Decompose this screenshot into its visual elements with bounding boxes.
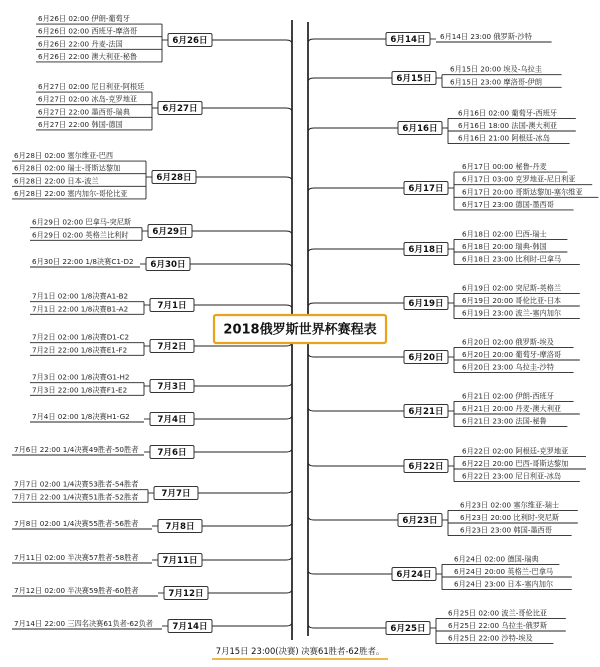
right-date-group — [392, 65, 562, 88]
branch-connector — [194, 305, 292, 309]
left-date-group — [30, 412, 194, 426]
date-label: 7月6日 — [157, 448, 187, 459]
match-item: 6月27日 22:00 墨西哥-瑞典 — [38, 107, 130, 117]
right-date-group — [404, 162, 598, 210]
match-item: 7月1日 02:00 1/8决赛A1-B2 — [32, 291, 129, 301]
branch-connector — [194, 415, 292, 419]
date-label: 6月18日 — [408, 245, 444, 256]
final-node — [212, 646, 388, 659]
match-item: 7月2日 22:00 1/8决赛E1-F2 — [32, 345, 128, 355]
match-item: 6月21日 02:00 伊朗-西班牙 — [462, 391, 554, 401]
match-item: 7月4日 02:00 1/8决赛H1-G2 — [32, 412, 130, 421]
date-label: 6月25日 — [390, 624, 426, 635]
match-item: 7月7日 22:00 1/4决赛51胜者-52胜者 — [14, 492, 139, 502]
left-date-group — [36, 14, 212, 62]
branch-connector — [190, 264, 292, 268]
date-label: 6月20日 — [408, 353, 444, 364]
match-item: 6月17日 23:00 德国-墨西哥 — [462, 199, 554, 209]
date-label: 6月28日 — [156, 173, 192, 184]
branch-connector — [308, 128, 398, 132]
date-label: 7月11日 — [162, 556, 198, 567]
match-item: 6月18日 23:00 比利时-巴拿马 — [462, 254, 562, 264]
date-label: 6月16日 — [402, 124, 438, 135]
branch-connector — [308, 624, 386, 628]
branch-connector — [192, 231, 292, 235]
match-item: 6月30日 22:00 1/8决赛C1-D2 — [32, 257, 134, 266]
match-item: 6月26日 22:00 澳大利亚-秘鲁 — [38, 51, 138, 61]
match-item: 6月23日 20:00 比利时-突尼斯 — [460, 513, 560, 522]
match-item: 6月21日 20:00 丹麦-澳大利亚 — [462, 404, 562, 413]
right-date-group — [404, 337, 580, 372]
date-label: 6月30日 — [150, 260, 186, 271]
match-item: 7月3日 22:00 1/8决赛F1-E2 — [32, 385, 128, 395]
date-label: 6月21日 — [408, 407, 444, 418]
right-date-group — [386, 32, 552, 46]
match-item: 6月27日 02:00 尼日利亚-阿根廷 — [38, 82, 145, 92]
match-item: 6月25日 02:00 波兰-哥伦比亚 — [448, 608, 548, 618]
date-label: 6月17日 — [408, 184, 444, 195]
date-label: 6月27日 — [162, 104, 198, 115]
branch-connector — [308, 303, 404, 307]
match-item: 7月1日 22:00 1/8决赛B1-A2 — [32, 304, 129, 314]
center-title: 2018俄罗斯世界杯赛程表 — [223, 322, 377, 338]
right-date-group — [386, 608, 566, 643]
left-date-group — [12, 445, 194, 459]
match-item: 6月23日 02:00 塞尔维亚-瑞士 — [460, 500, 560, 510]
branch-connector — [308, 188, 404, 192]
branch-connector — [202, 522, 292, 526]
match-item: 6月26日 02:00 伊朗-葡萄牙 — [38, 14, 130, 24]
date-label: 7月4日 — [157, 415, 187, 426]
match-item: 6月28日 22:00 塞内加尔-哥伦比亚 — [14, 188, 128, 198]
branch-connector — [308, 249, 404, 253]
match-item: 6月25日 22:00 乌拉圭-俄罗斯 — [448, 621, 548, 630]
match-item: 7月7日 02:00 1/4决赛53胜者-54胜者 — [14, 479, 139, 489]
branch-connector — [194, 382, 292, 386]
match-item: 6月24日 20:00 英格兰-巴拿马 — [454, 567, 554, 576]
left-date-group — [36, 82, 202, 130]
branch-connector — [212, 622, 292, 626]
left-date-group — [12, 519, 202, 533]
match-item: 6月29日 02:00 巴拿马-突尼斯 — [32, 217, 132, 227]
match-item: 6月26日 02:00 西班牙-摩洛哥 — [38, 26, 138, 36]
date-label: 6月15日 — [396, 74, 432, 85]
match-item: 6月20日 02:00 俄罗斯-埃及 — [462, 337, 554, 347]
date-label: 6月24日 — [396, 570, 432, 581]
match-item: 6月19日 23:00 波兰-塞内加尔 — [462, 308, 562, 318]
match-item: 6月20日 20:00 葡萄牙-摩洛哥 — [462, 350, 562, 359]
match-item: 6月16日 21:00 阿根廷-冰岛 — [458, 133, 550, 143]
match-item: 6月26日 22:00 丹麦-法国 — [38, 39, 123, 49]
date-label: 6月23日 — [402, 516, 438, 527]
left-date-group — [12, 151, 196, 199]
date-label: 7月12日 — [168, 589, 204, 600]
left-date-group — [30, 292, 194, 315]
match-item: 6月17日 03:00 克罗地亚-尼日利亚 — [462, 174, 576, 184]
right-branch — [386, 32, 598, 644]
match-item: 6月29日 02:00 英格兰比利时 — [32, 230, 129, 240]
match-item: 6月19日 20:00 哥伦比亚-日本 — [462, 296, 562, 305]
right-date-group — [398, 108, 576, 143]
right-date-group — [392, 554, 572, 589]
match-item: 6月20日 23:00 乌拉圭-沙特 — [462, 362, 554, 372]
date-label: 6月14日 — [390, 35, 426, 46]
left-date-group — [30, 373, 194, 396]
left-date-group — [12, 586, 208, 600]
branch-connector — [308, 462, 404, 466]
match-item: 6月18日 02:00 巴西-瑞士 — [462, 229, 547, 239]
left-branch — [12, 14, 212, 632]
left-date-group — [30, 218, 192, 241]
match-item: 6月28日 02:00 瑞士-哥斯达黎加 — [14, 163, 121, 173]
branch-connector — [308, 39, 386, 43]
match-item: 6月27日 02:00 冰岛-克罗地亚 — [38, 94, 138, 104]
match-item: 6月15日 20:00 埃及-乌拉圭 — [450, 64, 542, 74]
match-item: 6月25日 22:00 沙特-埃及 — [448, 633, 533, 643]
match-item: 6月17日 00:00 秘鲁-丹麦 — [462, 162, 547, 172]
date-label: 7月3日 — [157, 382, 187, 393]
center-node — [214, 315, 386, 343]
date-label: 7月8日 — [165, 522, 195, 533]
match-item: 6月18日 20:00 瑞典-韩国 — [462, 242, 547, 251]
date-label: 6月22日 — [408, 462, 444, 473]
date-label: 7月14日 — [172, 622, 208, 633]
match-item: 6月28日 02:00 塞尔维亚-巴西 — [14, 151, 114, 161]
date-label: 6月26日 — [172, 36, 208, 47]
branch-connector — [308, 570, 392, 574]
match-item: 6月24日 23:00 日本-塞内加尔 — [454, 579, 554, 589]
match-item: 6月16日 02:00 葡萄牙-西班牙 — [458, 108, 558, 118]
branch-connector — [212, 40, 292, 44]
final-match: 7月15日 23:00(决赛) 决赛61胜者-62胜者。 — [215, 646, 385, 656]
right-date-group — [404, 446, 586, 481]
match-item: 6月28日 22:00 日本-波兰 — [14, 176, 99, 186]
match-item: 6月14日 23:00 俄罗斯-沙特 — [440, 32, 532, 41]
match-item: 7月6日 22:00 1/4决赛49胜者-50胜者 — [14, 445, 139, 454]
right-date-group — [398, 500, 578, 535]
branch-connector — [208, 589, 292, 593]
match-item: 6月22日 02:00 阿根廷-克罗地亚 — [462, 446, 569, 456]
match-item: 6月15日 23:00 摩洛哥-伊朗 — [450, 77, 542, 87]
match-item: 7月8日 02:00 1/4决赛55胜者-56胜者 — [14, 519, 139, 528]
right-date-group — [404, 283, 580, 318]
branch-connector — [308, 353, 404, 357]
match-item: 6月24日 02:00 德国-瑞典 — [454, 554, 539, 564]
left-date-group — [12, 480, 198, 503]
branch-connector — [308, 516, 398, 520]
right-date-group — [404, 391, 580, 426]
left-date-group — [12, 553, 202, 567]
branch-connector — [308, 407, 404, 411]
branch-connector — [308, 78, 392, 82]
match-item: 7月11日 02:00 半决赛57胜者-58胜者 — [14, 553, 139, 562]
match-item: 6月22日 23:00 尼日利亚-冰岛 — [462, 471, 562, 481]
left-date-group — [30, 257, 190, 271]
match-item: 6月19日 02:00 突尼斯-英格兰 — [462, 283, 562, 293]
branch-connector — [196, 177, 292, 181]
left-date-group — [12, 619, 212, 633]
match-item: 7月3日 02:00 1/8决赛G1-H2 — [32, 372, 130, 382]
left-date-group — [30, 333, 194, 356]
match-item: 7月12日 02:00 半决赛59胜者-60胜者 — [14, 586, 139, 595]
match-item: 6月22日 20:00 巴西-哥斯达黎加 — [462, 459, 569, 468]
date-label: 6月19日 — [408, 299, 444, 310]
date-label: 7月7日 — [161, 489, 191, 500]
match-item: 7月2日 02:00 1/8决赛D1-C2 — [32, 332, 130, 342]
match-item: 6月21日 23:00 法国-秘鲁 — [462, 416, 547, 426]
match-item: 6月27日 22:00 韩国-德国 — [38, 119, 123, 129]
date-label: 7月1日 — [157, 301, 187, 312]
match-item: 7月14日 22:00 三四名决赛61负者-62负者 — [14, 619, 153, 628]
right-date-group — [404, 229, 580, 264]
match-item: 6月23日 23:00 韩国-墨西哥 — [460, 525, 552, 535]
date-label: 6月29日 — [152, 227, 188, 238]
date-label: 7月2日 — [157, 342, 187, 353]
match-item: 6月17日 20:00 哥斯达黎加-塞尔维亚 — [462, 187, 583, 197]
branch-connector — [202, 108, 292, 112]
match-item: 6月16日 18:00 法国-澳大利亚 — [458, 121, 558, 130]
branch-connector — [202, 556, 292, 560]
branch-connector — [194, 448, 292, 452]
branch-connector — [198, 489, 292, 493]
